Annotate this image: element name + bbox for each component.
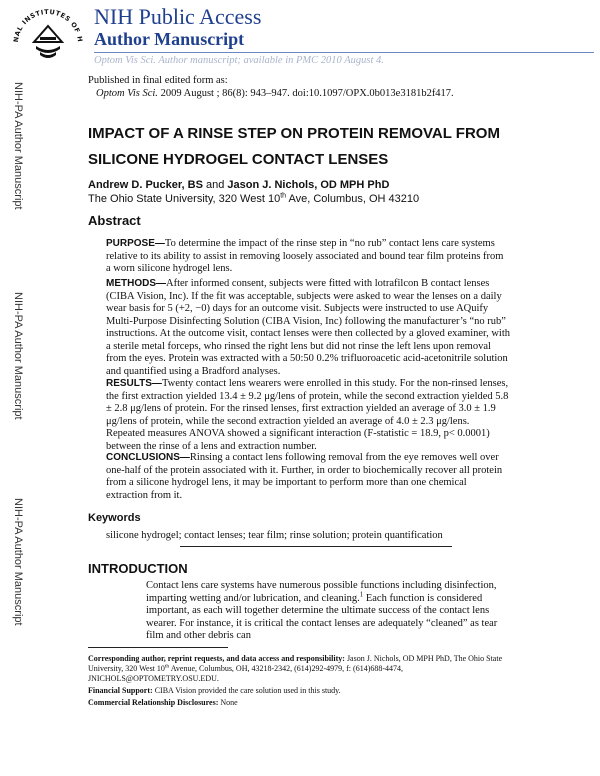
introduction-text xyxy=(146,580,516,643)
abstract-heading: Abstract xyxy=(88,213,141,228)
affiliation-part-2: Ave, Columbus, OH 43210 xyxy=(286,193,420,205)
corresponding-author-label: Corresponding author, reprint requests, and data access and responsibility: xyxy=(88,654,345,663)
author-1: Andrew D. Pucker, BS xyxy=(88,179,203,191)
disclosure-text: None xyxy=(218,698,238,707)
conclusions-text: Rinsing a contact lens following removal from the eye removes well over one-half of the protein associated with it. Further, in order to biochemically recover all protein from a silicone hydrogel lens, it may be important to perform more than one chemical extraction from it. xyxy=(106,452,503,501)
citation-line xyxy=(96,88,454,99)
results-label: RESULTS— xyxy=(106,378,162,389)
disclosure-footnote xyxy=(88,698,518,708)
footnote-divider xyxy=(88,647,228,648)
svg-text:NATIONAL INSTITUTES OF HEALTH xyxy=(10,4,84,43)
journal-name: Optom Vis Sci. xyxy=(96,88,158,99)
financial-support-label: Financial Support: xyxy=(88,686,153,695)
availability-line: Optom Vis Sci. Author manuscript; available in PMC 2010 August 4. xyxy=(94,55,384,66)
introduction-heading: INTRODUCTION xyxy=(88,561,188,576)
abstract-results xyxy=(106,378,510,453)
affiliation-part-1: The Ohio State University, 320 West 10 xyxy=(88,193,281,205)
affiliation-superscript: th xyxy=(280,192,287,200)
financial-support-text: CIBA Vision provided the care solution used in this study. xyxy=(152,686,341,695)
corr-text-part-1: Jason J. Nichols, OD MPH PhD, The Ohio State University, 320 West 10 xyxy=(88,654,503,673)
corresponding-author-footnote xyxy=(88,654,518,684)
sidebar-label-middle: NIH-PA Author Manuscript xyxy=(12,292,24,420)
disclosure-label: Commercial Relationship Disclosures: xyxy=(88,698,219,707)
corr-text-part-2: Avenue, Columbus, OH, 43218-2342, (614)292-4979, f: (614)688-4474, JNICHOLS@OPTOMETRY.OSU.EDU. xyxy=(88,664,404,683)
nih-logo xyxy=(10,4,88,70)
author-list xyxy=(88,179,389,191)
keywords-text: silicone hydrogel; contact lenses; tear film; rinse solution; protein quantification xyxy=(106,530,443,541)
conclusions-label: CONCLUSIONS— xyxy=(106,452,190,463)
financial-support-footnote xyxy=(88,686,518,696)
intro-text-part-2: Each function is considered important, as each will together determine the ultimate success of the contact lens wearer. For instance, it is critical the contact lenses are adequately “cleaned” as tear film and other debris can xyxy=(146,592,498,641)
abstract-purpose xyxy=(106,238,510,276)
author-manuscript-title: Author Manuscript xyxy=(94,29,245,49)
methods-label: METHODS— xyxy=(106,278,166,289)
citation-details: 2009 August ; 86(8): 943–947. doi:10.1097/OPX.0b013e3181b2f417. xyxy=(157,88,454,99)
corr-superscript: th xyxy=(164,663,170,670)
author-conjunction: and xyxy=(202,179,228,191)
methods-text: After informed consent, subjects were fitted with lotrafilcon B contact lenses (CIBA Vision, Inc). If the fit was acceptable, subjects were asked to wear the lenses on a daily wear basis for 5 (+2, −0) days for an outcome visit. Subjects were instructed to use AQuify Multi-Purpose Disinfecting Solution (CIBA Vision, Inc) following the manufacturer’s “no rub” instructions. At the outcome visit, contact lenses were then collected by a gloved examiner, with a sterile metal forceps, who rinsed the right lens but did not rinse the left lens upon removal from the eyes. Protein was extracted with a 50:50 0.2% trifluoroacetic acid-acetonitrile solution and quantified using a Bradford analyses. xyxy=(106,278,511,377)
author-2: Jason J. Nichols, OD MPH PhD xyxy=(227,179,390,191)
sidebar-label-bottom: NIH-PA Author Manuscript xyxy=(12,498,24,626)
section-divider xyxy=(180,546,452,547)
nih-public-access-title: NIH Public Access xyxy=(94,4,262,29)
abstract-conclusions xyxy=(106,452,510,502)
results-text: Twenty contact lens wearers were enrolled in this study. For the non-rinsed lenses, the first extraction yielded 13.4 ± 9.2 μg/lens of protein, while the second extraction yielded 5.8 ± 2.8 μg/lens of protein. For the rinsed lenses, first extraction yielded an average of 3.0 ± 1.9 μg/lens of protein, while the second extraction yielded an average of 4.0 ± 2.3 μg/lens. Repeated measures ANOVA showed a significant interaction (F-statistic = 18.9, p< 0.0001) between the rinse of a lens and extraction number. xyxy=(106,378,509,452)
affiliation xyxy=(88,193,419,205)
purpose-label: PURPOSE— xyxy=(106,238,165,249)
reference-1[interactable]: 1 xyxy=(359,590,364,598)
nih-logo-text: NAL INSTITUTES OF H xyxy=(11,7,85,43)
published-in-label: Published in final edited form as: xyxy=(88,75,228,86)
keywords-heading: Keywords xyxy=(88,512,141,524)
article-title: IMPACT OF A RINSE STEP ON PROTEIN REMOVAL FROM SILICONE HYDROGEL CONTACT LENSES xyxy=(88,125,500,168)
abstract-methods xyxy=(106,278,510,378)
intro-text-part-1: Contact lens care systems have numerous possible functions including disinfection, imparting wetting and/or lubrication, and cleaning. xyxy=(146,580,497,604)
purpose-text: To determine the impact of the rinse step in “no rub” contact lens care systems relative to its ability to assist in removing loosely associated and bound tear film proteins from a worn silicone hydrogel lens. xyxy=(106,238,504,274)
sidebar-label-top: NIH-PA Author Manuscript xyxy=(12,82,24,210)
header-divider xyxy=(94,52,594,53)
